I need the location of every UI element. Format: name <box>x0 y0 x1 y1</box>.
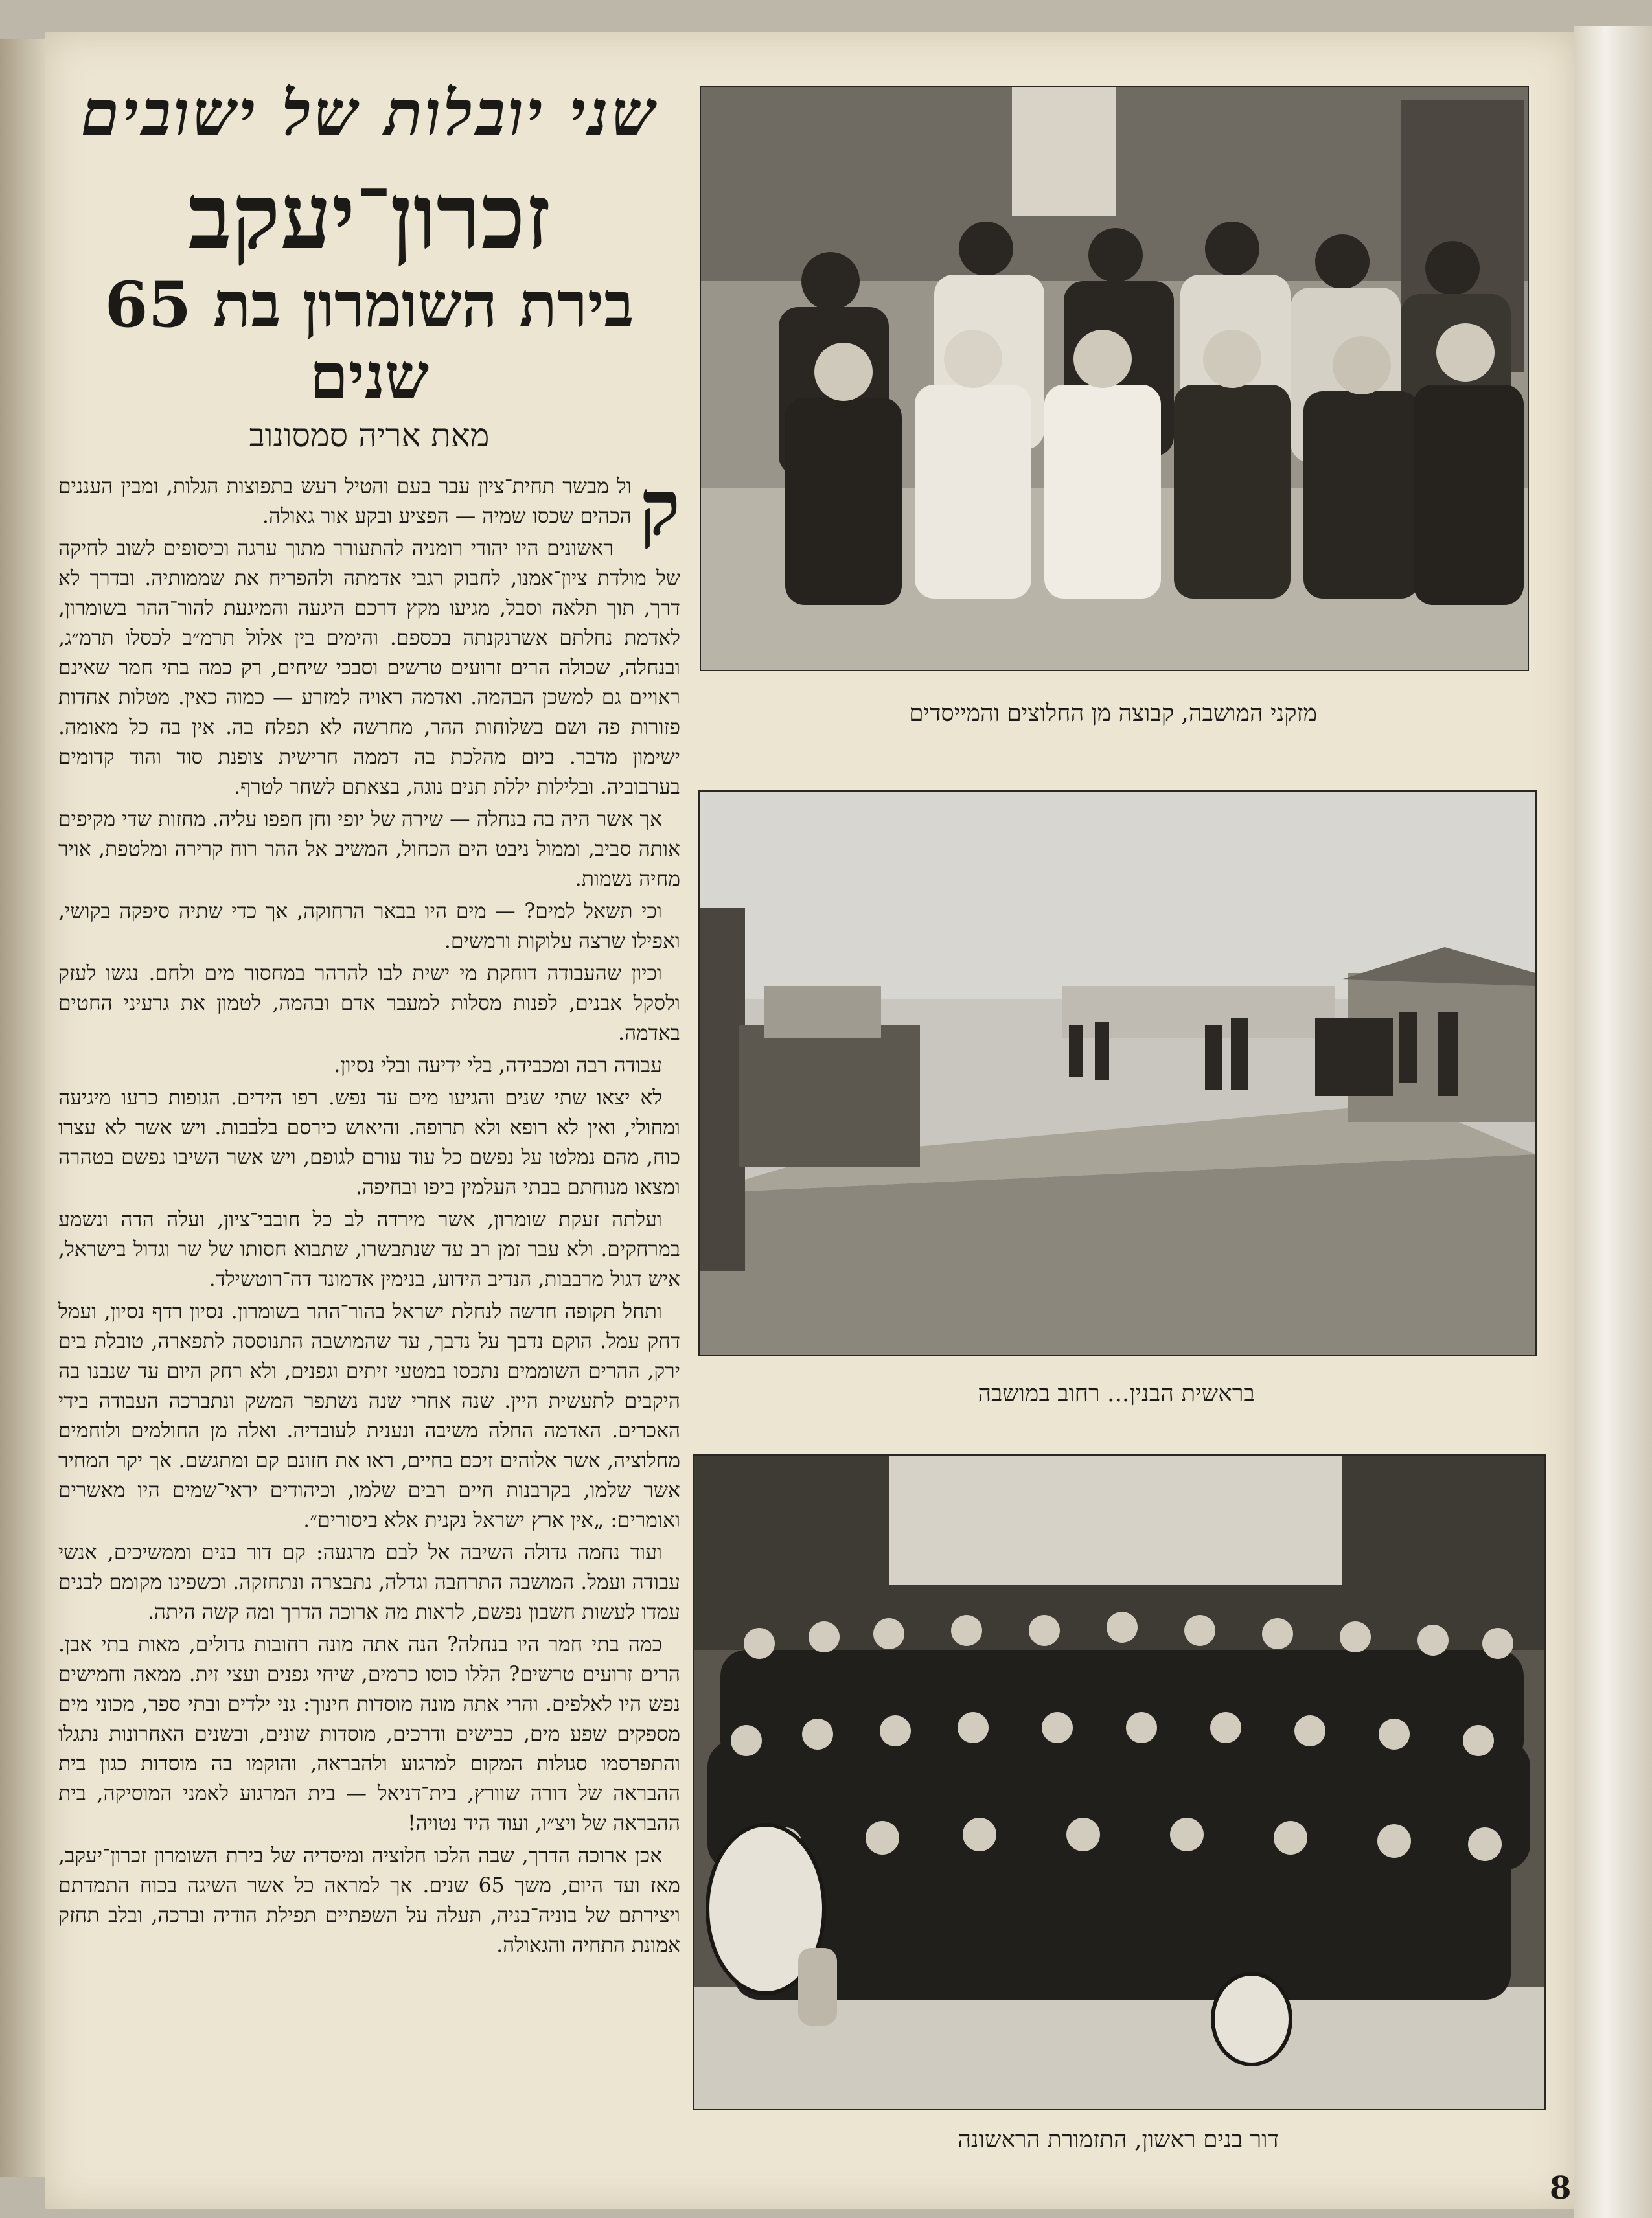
photo-orchestra <box>693 1454 1546 2110</box>
article-paragraph: עבודה רבה ומכבידה, בלי ידיעה ובלי נסיון. <box>334 1054 662 1077</box>
article-column <box>58 71 680 2183</box>
page-number: 8 <box>1550 2170 1572 2206</box>
article-byline: מאת אריה סמסונוב <box>249 417 490 454</box>
photo-caption: בראשית הבנין... רחוב במושבה <box>978 1380 1255 1407</box>
photo-elders-group <box>700 86 1529 671</box>
page-binding <box>0 39 45 2177</box>
article-paragraph: ק ול מבשר תחית־ציון עבר בעם והטיל רעש בתפוצות הגלות, ומבין העננים הכהים שכסו שמיה — הפציע ובקע אור גאולה. <box>58 463 680 553</box>
magazine-page <box>45 32 1574 2209</box>
photo-caption: מזקני המושבה, קבוצה מן החלוצים והמייסדים <box>909 700 1317 727</box>
article-paragraph: ראשונים היו יהודי רומניה להתעורר מתוך ערגה וכיסופים לשוב לחיקה של מולדת ציון־אמנו, לחבוק רגבי אדמתה ולהפריח את שממותיה. ובדרך לא דרך, תוך תלאה וסבל, מגיעו מקץ דרכם היגעה והמיגעת להור־ההר בשומרון, לאדמת נחלתם אשרנקנתה בכספם. והימים בין אלול תרמ״ב לכסלו תרמ״ג, ובנחלה, שכולה הרים זרועים טרשים וסבכי שיחים, רק כמה בתי חמר שאינם ראויים גם למשכן הבהמה. ואדמה ראויה למזרע — כמוה כאין. מטלות אחדות פזורות פה ושם בשלוחות ההר, מחרשה לא תפלח בה. אין בה כל מאומה. ישימון מדבר. ביום מהלכת בה דממה חרישית צופנת סוד והוד קדומים בערבוביה. ובלילות יללת תנים נוגה, בצאתם לשחר לטרף. <box>58 537 680 799</box>
article-paragraph: לא יצאו שתי שנים והגיעו מים עד נפש. רפו הידים. הגופות כרעו מיגיעה ומחולי, ואין לא רופא ולא תרופה. והיאוש כירסם בלבבות. ויש אשר לא עצרו כוח, מהם נמלטו על נפשם כל עוד עורם לגופם, ויש אשר השיבו נפשם בטהרה ומצאו מנוחתם בבתי העלמין ביפו ובחיפה. <box>58 1086 680 1199</box>
article-paragraph: ועלתה זעקת שומרון, אשר מירדה לב כל חובבי־ציון, ועלה הדה ונשמע במרחקים. ולא עבר זמן רב עד שנתבשרו, שתבוא חסותו של שר וגדול בישראל, איש דגול מרבבות, הנדיב הידוע, בנימין אדמונד דה־רוטשילד. <box>58 1208 680 1291</box>
series-header: שני יובלות של ישובים <box>80 76 658 150</box>
article-paragraph: ועוד נחמה גדולה השיבה אל לבם מרגעה: קם דור בנים וממשיכים, אנשי עבודה ועמל. המושבה התרחבה וגדלה, נתבצרה ונתחזקה. וכשפינו מקומם לבנים עמדו לעשות חשבון נפשם, לראות מה ארוכה הדרך ומה קשה היתה. <box>58 1541 680 1624</box>
article-body <box>58 463 680 1960</box>
article-paragraph: וכיון שהעבודה דוחקת מי ישית לבו להרהר במחסור מים ולחם. נגשו לעזק ולסקל אבנים, לפנות מסלות למעבר אדם ובהמה, לטמון את גרעיני החטים באדמה. <box>58 962 680 1045</box>
article-paragraph: אך אשר היה בה בנחלה — שירה של יופי וחן חפפו עליה. מחזות שדי מקיפים אותה סביב, וממול ניבט הים הכחול, המשיב אל ההר רוח קרירה ומלטפת, אויר מחיה נשמות. <box>58 808 680 891</box>
next-page-edge <box>1574 26 1652 2218</box>
article-paragraph: ותחל תקופה חדשה לנחלת ישראל בהור־ההר בשומרון. נסיון רדף נסיון, ועמל דחק עמל. הוקם נדבך על נדבך, עד שהמושבה התנוססה לתפארה, טובלת בים ירק, ההרים השוממים נתכסו במטעי זיתים וגפנים, ולא רחק היום עד שנבנו בה היקבים לתעשית היין. שנה אחרי שנה נשתפר המשק ונתברכה העבודה בידי האכרים. האדמה החלה משיבה ונענית לעובדיה. ואלה מן החולמים ולוחמים מחלוציה, אשר אלוהים זיכם בחיים, ראו את חזונם קם ומתגשם. אך יקר המחיר אשר שלמו, בקרבנות חיים רבים שלמו, וכיהודים יראי־שמים היו מאשרים ואומרים: „אין ארץ ישראל נקנית אלא ביסורים״. <box>58 1300 680 1532</box>
article-paragraph: וכי תשאל למים? — מים היו בבאר הרחוקה, אך כדי שתיה סיפקה בקושי, ואפילו שרצה עלוקות ורמשים. <box>58 900 680 953</box>
article-title: זכרון־יעקב <box>188 164 551 270</box>
photo-caption: דור בנים ראשון, התזמורת הראשונה <box>958 2127 1279 2153</box>
article-paragraph: אכן ארוכה הדרך, שבה הלכו חלוציה ומיסדיה של בירת השומרון זכרון־יעקב, מאז ועד היום, משך 65 שנים. אך למראה כל אשר השיגה בכוח התמדתם ויצירתם של בוניה־בניה, תעלה על השפתיים תפילת הודיה וברכה, ובלב תחזק אמונת התחיה והגאולה. <box>58 1844 680 1957</box>
photo-street <box>698 790 1537 1356</box>
article-paragraph: כמה בתי חמר היו בנחלה? הנה אתה מונה רחובות גדולים, מאות בתי אבן. הרים זרועים טרשים? הללו כוסו כרמים, שיחי גפנים ועצי זית. ממאה וחמישים נפש היו לאלפים. והרי אתה מונה מוסדות חינוך: גני ילדים ובתי ספר, מכוני מים מספקים שפע מים, כבישים ודרכים, מוסדות שונים, ובשנים האחרונות נתגלו והתפרסמו סגולות המקום למרגוע ולהבראה, והוקמו בה מוסדות כגון בית ההבראה של דורה שוורץ, בית־דניאל — בית המרגוע לאמני המוסיקה, בית ההבראה של ויצ״ו, ועוד היד נטויה! <box>58 1633 680 1835</box>
drop-cap: ק <box>639 463 680 553</box>
article-subtitle: בירת השומרון בת 65 שנים <box>104 268 634 413</box>
